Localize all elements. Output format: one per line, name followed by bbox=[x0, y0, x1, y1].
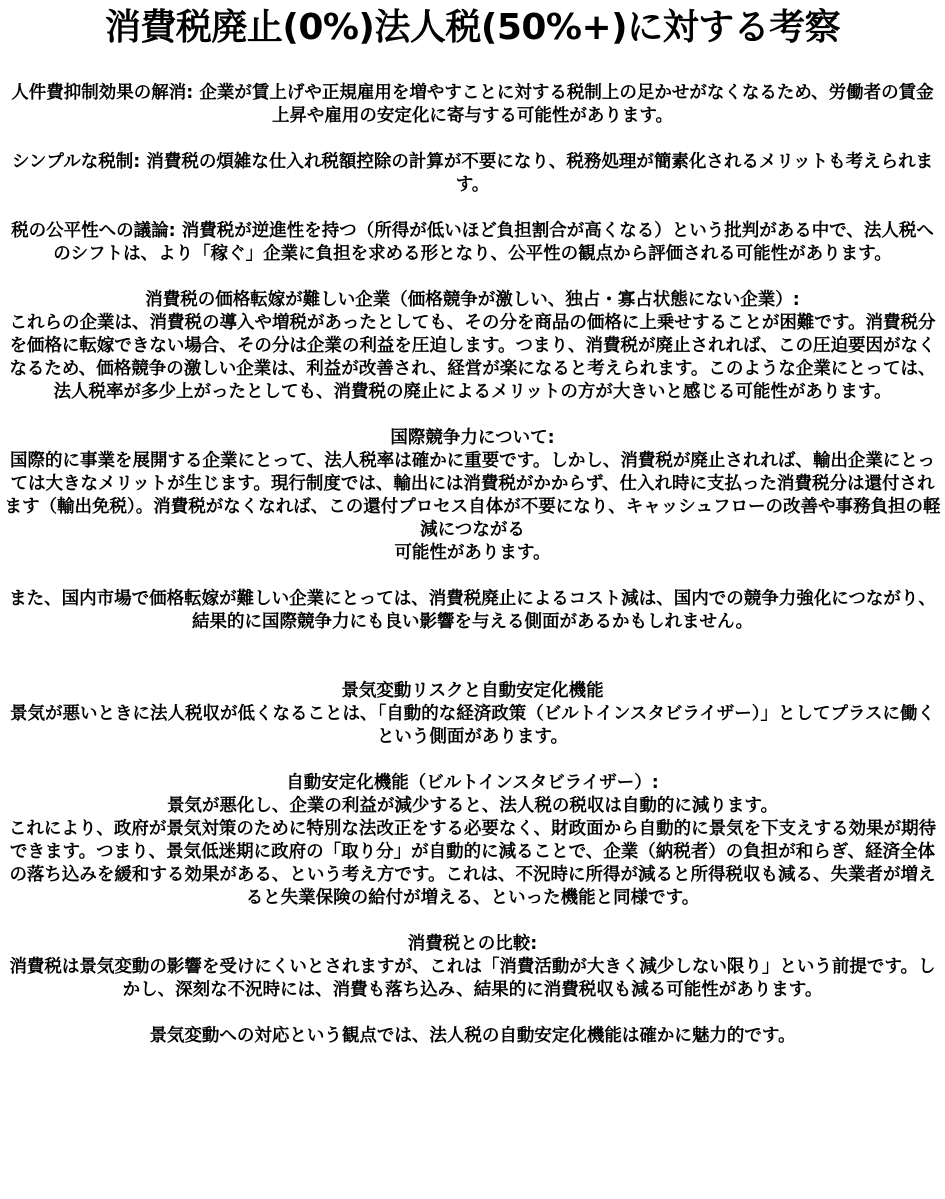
section-heading-business-cycle: 景気変動リスクと自動安定化機能 bbox=[341, 681, 604, 701]
paragraph-labor-cost: 人件費抑制効果の解消: 企業が賃上げや正規雇用を増やすことに対する税制上の足かせがなくなるため、労働者の賃金上昇や雇用の安定化に寄与する可能性があります。 bbox=[11, 83, 934, 126]
document-title: 消費税廃止(0%)法人税(50%+)に対する考察 bbox=[104, 7, 841, 48]
paragraph-conclusion: 景気変動への対応という観点では、法人税の自動安定化機能は確かに魅力的です。 bbox=[149, 1026, 796, 1046]
spacer bbox=[4, 128, 941, 151]
spacer bbox=[4, 404, 941, 427]
section-body-comparison: 消費税は景気変動の影響を受けにくいとされますが、これは「消費活動が大きく減少しない限り」という前提です。しかし、深刻な不況時には、消費も落ち込み、結果的に消費税収も減る可能性があります。 bbox=[9, 957, 936, 1000]
section-heading-comparison: 消費税との比較: bbox=[407, 934, 538, 954]
spacer bbox=[4, 1002, 941, 1025]
paragraph-domestic-market: また、国内市場で価格転嫁が難しい企業にとっては、消費税廃止によるコスト減は、国内での競争力強化につながり、結果的に国際競争力にも良い影響を与える側面があるかもしれません。 bbox=[9, 589, 936, 632]
spacer bbox=[4, 565, 941, 588]
section-heading-international: 国際競争力について: bbox=[390, 428, 555, 448]
spacer bbox=[4, 634, 941, 680]
section-body-stabilizer-first: 景気が悪化し、企業の利益が減少すると、法人税の税収は自動的に減ります。 bbox=[166, 796, 779, 816]
spacer bbox=[4, 910, 941, 933]
spacer bbox=[4, 197, 941, 220]
paragraph-simple-tax: シンプルな税制: 消費税の煩雑な仕入れ税額控除の計算が不要になり、税務処理が簡素化されるメリットも考えられます。 bbox=[11, 152, 934, 195]
spacer bbox=[4, 749, 941, 772]
section-body-stabilizer: これにより、政府が景気対策のために特別な法改正をする必要なく、財政面から自動的に景気を下支えする効果が期待できます。つまり、景気低迷期に政府の「取り分」が自動的に減ることで、企業（納税者）の負担が和らぎ、経済全体の落ち込みを緩和する効果がある、という考え方です。これは、不況時に所得が減ると所得税収も減る、失業者が増えると失業保険の給付が増える、といった機能と同様です。 bbox=[8, 819, 937, 908]
spacer bbox=[4, 266, 941, 289]
paragraph-tax-fairness: 税の公平性への議論: 消費税が逆進性を持つ（所得が低いほど負担割合が高くなる）という批判がある中で、法人税へのシフトは、より「稼ぐ」企業に負担を求める形となり、公平性の観点から評価される可能性があります。 bbox=[11, 221, 934, 264]
section-body-price-pass-through: これらの企業は、消費税の導入や増税があったとしても、その分を商品の価格に上乗せすることが困難です。消費税分を価格に転嫁できない場合、その分は企業の利益を圧迫します。つまり、消費税が廃止されれば、この圧迫要因がなくなるため、価格競争の激しい企業は、利益が改善され、経営が楽になると考えられます。このような企業にとっては、法人税率が多少上がったとしても、消費税の廃止によるメリットの方が大きいと感じる可能性があります。 bbox=[9, 313, 936, 402]
section-body-international: 国際的に事業を展開する企業にとって、法人税率は確かに重要です。しかし、消費税が廃止されれば、輸出企業にとっては大きなメリットが生じます。現行制度では、輸出には消費税がかからず、仕入れ時に支払った消費税分は還付されます（輸出免税）。消費税がなくなれば、この還付プロセス自体が不要になり、キャッシュフローの改善や事務負担の軽減につながる bbox=[4, 451, 941, 540]
section-heading-stabilizer: 自動安定化機能（ビルトインスタビライザー）: bbox=[286, 773, 659, 793]
section-body-business-cycle: 景気が悪いときに法人税収が低くなることは、「自動的な経済政策（ビルトインスタビライザー）」としてプラスに働くという側面があります。 bbox=[9, 704, 936, 747]
section-body-international-end: 可能性があります。 bbox=[394, 543, 551, 563]
section-heading-price-pass-through: 消費税の価格転嫁が難しい企業（価格競争が激しい、独占・寡占状態にない企業）: bbox=[145, 290, 800, 310]
